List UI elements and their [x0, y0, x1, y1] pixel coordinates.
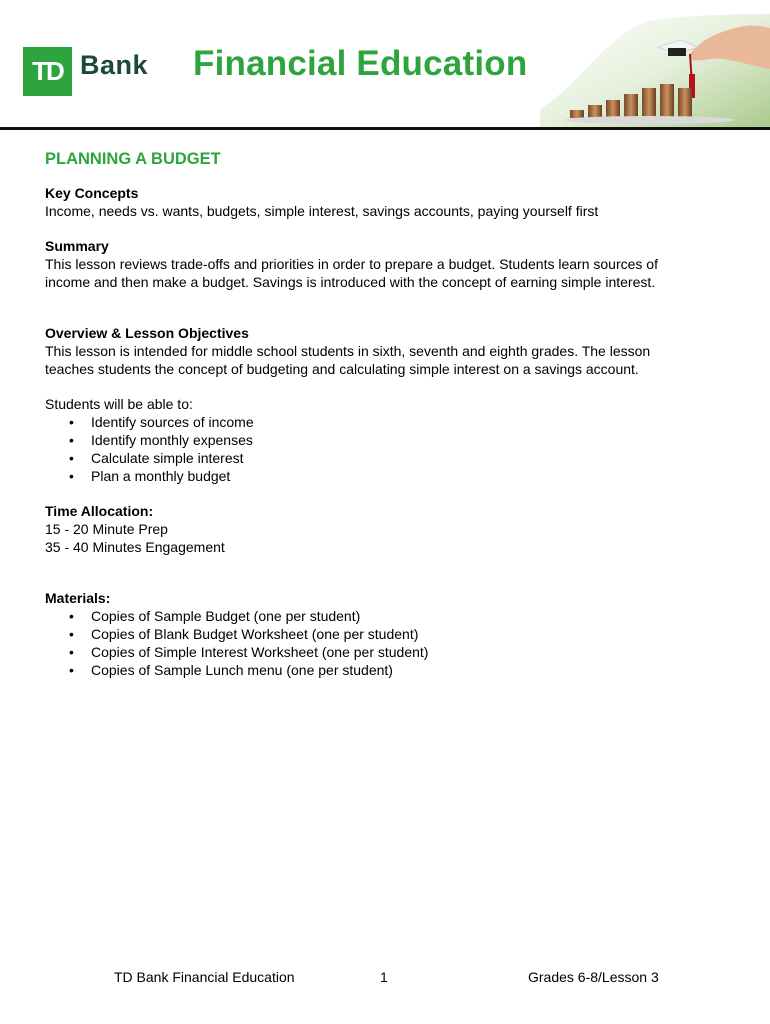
- list-item: • Copies of Simple Interest Worksheet (one per student): [91, 643, 705, 661]
- td-logo-mark: TD: [32, 56, 63, 86]
- list-item: • Plan a monthly budget: [91, 467, 705, 485]
- footer-right: Grades 6-8/Lesson 3: [528, 969, 659, 985]
- overview-line: This lesson is intended for middle school students in sixth, seventh and eighth grades. The lesson: [45, 343, 651, 359]
- overview-line: teaches students the concept of budgeting and calculating simple interest on a savings account.: [45, 361, 639, 377]
- time-heading: Time Allocation:: [45, 503, 154, 519]
- page-header: [0, 0, 770, 130]
- time-line: 15 - 20 Minute Prep: [45, 521, 168, 537]
- summary-line: This lesson reviews trade-offs and priorities in order to prepare a budget. Students learn sources of: [45, 256, 658, 272]
- objectives-list: [45, 413, 705, 485]
- list-item: • Identify sources of income: [91, 413, 705, 431]
- time-line: 35 - 40 Minutes Engagement: [45, 539, 225, 555]
- header-title: Financial Education: [193, 44, 528, 83]
- list-item: • Copies of Sample Budget (one per student): [91, 607, 705, 625]
- list-item: • Copies of Sample Lunch menu (one per student): [91, 661, 705, 679]
- summary-heading: Summary: [45, 238, 109, 254]
- lesson-content: [45, 150, 705, 679]
- header-illustration: [540, 14, 770, 130]
- summary-line: income and then make a budget. Savings is introduced with the concept of earning simple interest.: [45, 274, 656, 290]
- lesson-title: PLANNING A BUDGET: [45, 150, 221, 168]
- td-logo: [23, 47, 72, 96]
- key-concepts-text: Income, needs vs. wants, budgets, simple interest, savings accounts, paying yourself first: [45, 203, 599, 219]
- objectives-intro: Students will be able to:: [45, 396, 193, 412]
- list-item: • Copies of Blank Budget Worksheet (one per student): [91, 625, 705, 643]
- overview-heading: Overview & Lesson Objectives: [45, 325, 249, 341]
- key-concepts-heading: Key Concepts: [45, 185, 139, 201]
- list-item: • Calculate simple interest: [91, 449, 705, 467]
- bank-wordmark: Bank: [80, 50, 149, 80]
- materials-heading: Materials:: [45, 590, 111, 606]
- page-number: 1: [380, 969, 388, 985]
- list-item: • Identify monthly expenses: [91, 431, 705, 449]
- materials-list: [45, 607, 705, 679]
- header-divider: [0, 127, 770, 130]
- footer-left: TD Bank Financial Education: [114, 969, 295, 985]
